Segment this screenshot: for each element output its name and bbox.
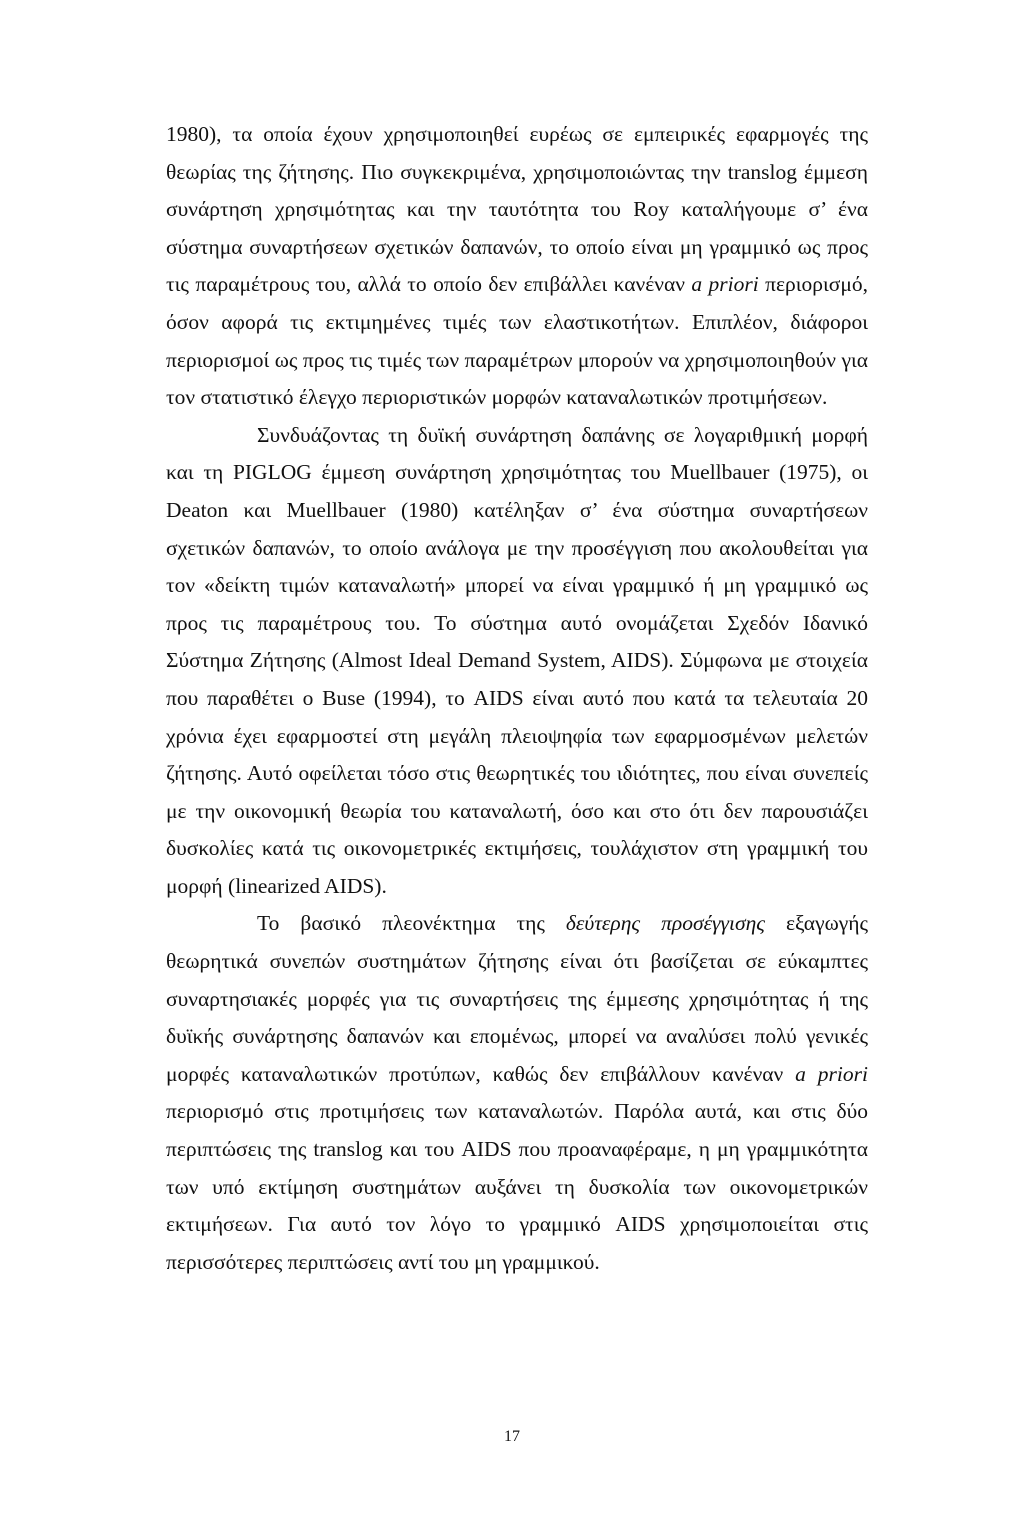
paragraph-1-text: 1980), τα οποία έχουν χρησιμοποιηθεί ευρέως σε εμπειρικές εφαρμογές της θεωρίας της ζήτησης. Πιο συγκεκριμένα, χρησιμοποιώντας την translog έμμεση συνάρτηση χρησιμότητας και την ταυτότητα του Roy καταλήγουμε σ’ ένα σύστημα συναρτήσεων σχετικών δαπανών, το οποίο είναι μη γραμμικό ως προς τις παραμέτρους του, αλλά το οποίο δεν επιβάλλει κανέναν bbox=[166, 122, 868, 297]
paragraph-3-text-cont: εξαγωγής θεωρητικά συνεπών συστημάτων ζήτησης είναι ότι βασίζεται σε εύκαμπτες συναρτησιακές μορφές για τις συναρτήσεις της έμμεσης χρησιμότητας ή της δυϊκής συνάρτησης δαπανών και επομένως, μπορεί να αναλύσει πολύ γενικές μορφές καταναλωτικών προτύπων, καθώς δεν επιβάλλουν κανέναν bbox=[166, 911, 868, 1086]
paragraph-3 bbox=[166, 905, 868, 1281]
italic-a-priori: a priori bbox=[691, 272, 759, 297]
page-number: 17 bbox=[504, 1428, 520, 1445]
paragraph-1-text-cont: περιορισμό, όσον αφορά τις εκτιμημένες τιμές των ελαστικοτήτων. Επιπλέον, διάφοροι περιορισμοί ως προς τις τιμές των παραμέτρων μπορούν να χρησιμοποιηθούν για τον στατιστικό έλεγχο περιοριστικών μορφών καταναλωτικών προτιμήσεων. bbox=[166, 272, 869, 410]
paragraph-2: Συνδυάζοντας τη δυϊκή συνάρτηση δαπάνης σε λογαριθμική μορφή και τη PIGLOG έμμεση συνάρτηση χρησιμότητας του Muellbauer (1975), οι Deaton και Muellbauer (1980) κατέληξαν σ’ ένα σύστημα συναρτήσεων σχετικών δαπανών, το οποίο ανάλογα με την προσέγγιση που ακολουθείται για τον «δείκτη τιμών καταναλωτή» μπορεί να είναι γραμμικό ή μη γραμμικό ως προς τις παραμέτρους του. Το σύστημα αυτό ονομάζεται Σχεδόν Ιδανικό Σύστημα Ζήτησης (Almost Ideal Demand System, AIDS). Σύμφωνα με στοιχεία που παραθέτει ο Buse (1994), το AIDS είναι αυτό που κατά τα τελευταία 20 χρόνια έχει εφαρμοστεί στη μεγάλη πλειοψηφία των εφαρμοσμένων μελετών ζήτησης. Αυτό οφείλεται τόσο στις θεωρητικές του ιδιότητες, που είναι συνεπείς με την οικονομική θεωρία του καταναλωτή, όσο και στο ότι δεν παρουσιάζει δυσκολίες κατά τις οικονομετρικές εκτιμήσεις, τουλάχιστον στη γραμμική του μορφή (linearized AIDS). bbox=[166, 422, 868, 898]
italic-a-priori-2: a priori bbox=[795, 1061, 868, 1086]
paragraph-1 bbox=[166, 116, 868, 417]
paragraph-3-text-end: περιορισμό στις προτιμήσεις των καταναλωτών. Παρόλα αυτά, και στις δύο περιπτώσεις της translog και του AIDS που προαναφέραμε, η μη γραμμικότητα των υπό εκτίμηση συστημάτων αυξάνει τη δυσκολία των οικονομετρικών εκτιμήσεων. Για αυτό τον λόγο το γραμμικό AIDS χρησιμοποιείται στις περισσότερες περιπτώσεις αντί του μη γραμμικού. bbox=[166, 1099, 868, 1274]
italic-second-approach: δεύτερης προσέγγισης bbox=[565, 911, 765, 936]
body-text bbox=[166, 116, 868, 1281]
paragraph-3-text: Το βασικό πλεονέκτημα της bbox=[257, 911, 566, 936]
